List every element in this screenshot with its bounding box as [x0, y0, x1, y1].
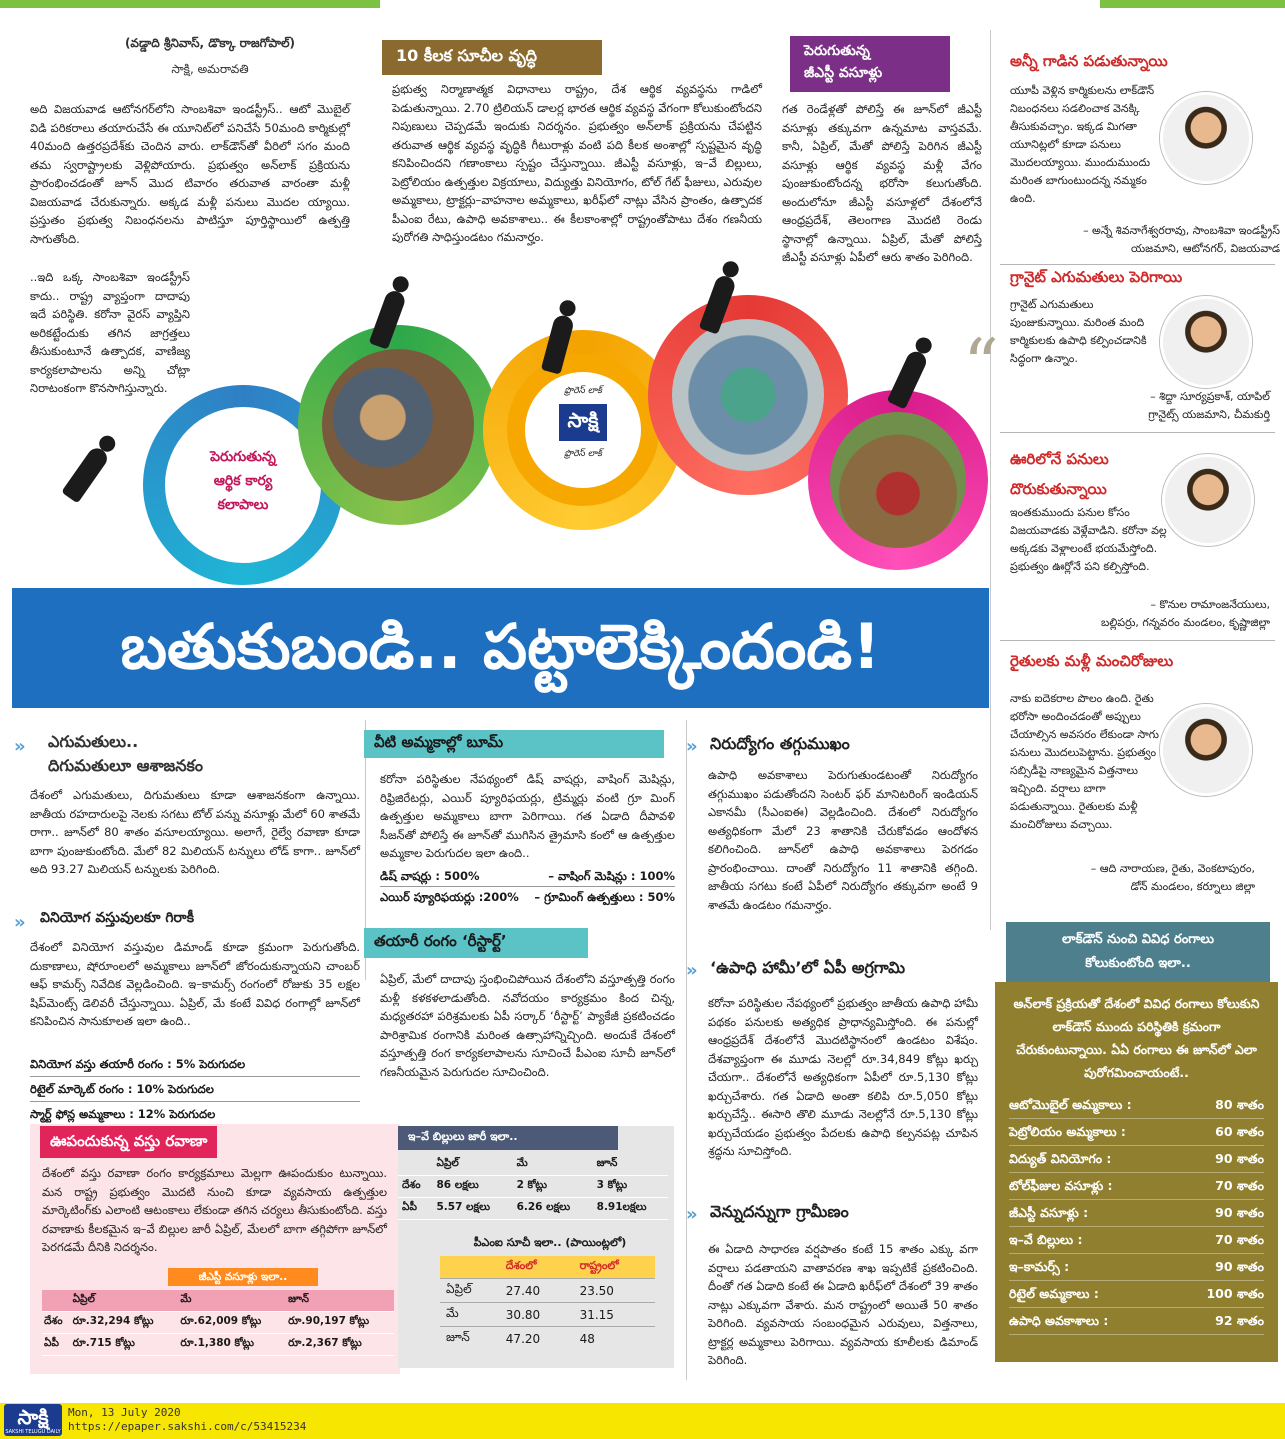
hero-illustration — [18, 255, 988, 585]
transport-body: దేశంలో వస్తు రవాణా రంగం కార్యక్రమాలు మెల్లగా ఊపందుకుం టున్నాయి. మన రాష్ట్ర ప్రభుత్వం మొదటి నుంచి కూడా వ్యవసాయ ఉత్పత్తుల మార్కెటింగ్‌కు ఎలాంటి ఆటంకాలు లేకుండా తగిన చర్యలు తీసుకుంటోంది. వస్తు రవాణాకు కీలకమైన ఇ–వే బిల్లుల జారీ ఏప్రిల్‌, మేలలో బాగా తగ్గిపోగా జూన్‌లో పెరగడమే దీనికి నిదర్శనం. — [42, 1166, 387, 1254]
sidebar-4-quote: నాకు ఐదెకరాల పొలం ఉంది. రైతు భరోసా అందించడంతో అప్పులు చేయాల్సిన అవసరం లేకుండా సాగు పనులు మొదలుపెట్టాను. ప్రభుత్వం సబ్సిడీపై నాణ్యమైన విత్తనాలు ఇచ్చింది. వర్షాలు బాగా పడుతున్నాయి. రైతులకు మళ్లీ మంచిరోజులు వచ్చాయి. — [1010, 692, 1159, 831]
gst-table-wrap — [42, 1268, 394, 1356]
appliances-stats — [380, 866, 675, 907]
workshop-photo — [672, 319, 824, 471]
table-cell: 6.26 లక్షలు — [513, 1198, 593, 1220]
table-cell: 3 కోట్లు — [593, 1176, 668, 1198]
manufacturing-body: ఏప్రిల్‌, మేలో దాదాపు స్తంభించిపోయిన దేశంలోని వస్తూత్పత్తి రంగం మళ్లీ కళకళలాడుతోంది. నవోదయం కార్యక్రమం కింద చిన్న, మధ్యతరహా పరిశ్రమలకు ఏపీ సర్కార్‌ ‘రీస్టార్ట్‌’ ప్యాకేజీ ప్రకటించడం పారిశ్రామిక రంగానికి మరింత ఉత్సాహాన్నిచ్చింది. అందుకే దేశంలో వస్తూత్పత్తి రంగ కార్యకలాపాలను సూచించే పీఎంఐ సూచీ జూన్‌లో గణనీయమైన పెరుగుదల సూచించింది. — [380, 972, 675, 1079]
table-row-label: దేశం — [398, 1176, 432, 1198]
consumer-stat-2: రిటైల్‌ మార్కెట్‌ రంగం : 10% పెరుగుదల — [30, 1077, 360, 1102]
consumer-stat-1: వినియోగ వస్తు తయారీ రంగం : 5% పెరుగుదల — [30, 1052, 360, 1077]
growth-tag: 10 కీలక సూచీల వృద్ధి — [382, 40, 602, 75]
sector-label: టోల్‌ఫీజుల వసూళ్లు : — [1009, 1178, 1113, 1193]
upadhi-chevron-icon: » — [686, 960, 698, 981]
upadhi-title: ‘ఉపాధి హామీ’లో ఏపీ అగ్రగామి — [710, 958, 906, 977]
upadhi-body: కరోనా పరిస్థితుల నేపథ్యంలో ప్రభుత్వం జాతీయ ఉపాధి హామీ పథకం పనులకు అత్యధిక ప్రాధాన్యమిస్తోంది. ఈ పనుల్లో ఆంధ్రప్రదేశ్‌ దేశంలోనే మొదటిస్థానంలో ఉండటం విశేషం. దేశవ్యాప్తంగా ఈ మూడు నెలల్లో రూ.34,849 కోట్లు ఖర్చు చేయగా.. దేశంలోనే అత్యధికంగా ఏపీలో రూ.5,130 కోట్లు ఖర్చుచేశారు. గత ఏడాది అంతా కలిపి రూ.5,050 కోట్లు ఖర్చుచేస్తే.. ఈసారి తొలి మూడు నెలల్లోనే రూ.5,130 కోట్లు ఖర్చుచేయడం ప్రభుత్వం పేదలకు ఉపాధి కల్పనపట్ల చూపిన శ్రద్ధను సూచిస్తోంది. — [708, 996, 978, 1158]
sector-row — [1009, 1254, 1264, 1281]
growth-body: ప్రభుత్వ నిర్మాణాత్మక విధానాలు రాష్ట్రం, దేశ ఆర్థిక వ్యవస్థను గాడిలో పెడుతున్నాయి. 2.70 ట్రిలియన్‌ డాలర్ల భారత ఆర్థిక వ్యవస్థ వేగంగా కోలుకుంటోందని నిపుణులు చెప్పడమే ఇందుకు నిదర్శనం. ప్రభుత్వం అన్‌లాక్‌ ప్రక్రియను చేపట్టిన తరువాత ఆర్థిక వ్యవస్థ వృద్ధికి గీటురాళ్లు వంటి పది కీలక అంశాల్లో స్పష్టమైన వృద్ధి కనిపించిందని గణాంకాలు స్పష్టం చేస్తున్నాయి. జీఎస్టీ వసూళ్లు, ఇ–వే బిల్లులు, పెట్రోలియం ఉత్పత్తుల విక్రయాలు, విద్యుత్తు వినియోగం, టోల్‌ గేట్‌ ఫీజులు, ఎరువుల అమ్మకాలు, ట్రాక్టర్లు–వాహనాల అమ్మకాలు, ఖరీఫ్‌లో నాట్లు వేసిన ప్రాంతం, ఉత్పాదక పీఎంఐ రేటు, ఉపాధి అవకాశాలు.. ఈ కీలకాంశాల్లో రాష్ట్రంతోపాటు దేశం గణనీయ పురోగతి సాధిస్తుండటం గమనార్హం. — [392, 82, 762, 244]
table-cell: రూ.1,380 కోట్లు — [178, 1334, 286, 1356]
sidebar-1-attribution — [1010, 222, 1280, 258]
table-cell: 31.15 — [574, 1303, 655, 1327]
exports-title-line1: ఎగుమతులు.. — [48, 732, 139, 751]
sector-row — [1009, 1227, 1264, 1254]
sector-row — [1009, 1173, 1264, 1200]
table-header-row — [440, 1256, 655, 1279]
table-cell: 27.40 — [500, 1279, 574, 1303]
sidebar-sep-1 — [1000, 264, 1275, 265]
sector-value: 92 శాతం — [1215, 1313, 1264, 1328]
sector-value: 80 శాతం — [1215, 1097, 1264, 1112]
sectors-header-line2: కోలుకుంటోంది ఇలా.. — [1085, 956, 1191, 971]
consumer-stats — [30, 1052, 360, 1126]
table-row-label: దేశం — [42, 1312, 71, 1334]
sakshi-logo-text: సాక్షి — [17, 1405, 49, 1429]
table-cell: 2 కోట్లు — [513, 1176, 593, 1198]
sector-label: ఆటోమొబైల్‌ అమ్మకాలు : — [1009, 1097, 1132, 1112]
gear-label-line3: కలాపాలు — [217, 497, 269, 513]
eway-table — [398, 1154, 668, 1220]
col3-divider — [686, 720, 687, 1380]
sidebar-2-quote: గ్రానైట్‌ ఎగుమతులు పుంజుకున్నాయి. మరింత మంది కార్మికులకు ఉపాధి కల్పించడానికి సిద్ధంగా ఉన్నాం. — [1010, 298, 1147, 365]
appliance-stat-grooming: – గ్రూమింగ్‌ ఉత్పత్తులు : 50% — [534, 890, 675, 904]
appliance-stat-purifier: ఎయిర్‌ ప్యూరిఫయర్లు :200% — [380, 890, 519, 904]
byline-authors: (వడ్డాది శ్రీనివాస్, డొక్కా రాజగోపాల్) — [124, 36, 296, 50]
sidebar-1-attr-line1: – అన్నే శివనాగేశ్వరరావు, సాంబశివా ఇండస్ట్రీస్‌ — [1083, 224, 1280, 237]
gst-tag — [790, 36, 950, 92]
table-row-label: ఏపీ — [398, 1198, 432, 1220]
transport-title — [40, 1126, 217, 1158]
sector-value: 100 శాతం — [1206, 1286, 1264, 1301]
appliances-title: వీటి అమ్మకాల్లో బూమ్‌ — [364, 730, 664, 758]
table-cell: 48 — [574, 1327, 655, 1351]
sidebar-3-quote: ఇంతకుముందు పనుల కోసం విజయవాడకు వెళ్లేవాడిని. కరోనా వల్ల అక్కడకు వెళ్లాలంటే భయమేస్తోంది. ప్రభుత్వం ఊర్లోనే పని కల్పిస్తోంది. — [1010, 506, 1167, 573]
gear-green — [298, 325, 498, 525]
transport-title-b: వస్తు రవాణా — [128, 1132, 208, 1150]
quote-mark-icon: “ — [963, 324, 999, 406]
sector-row — [1009, 1119, 1264, 1146]
sector-value: 90 శాతం — [1215, 1151, 1264, 1166]
sidebar-3-attr-line1: – కొనుల రామాంజనేయులు, — [1150, 598, 1270, 611]
unemployment-chevron-icon: » — [686, 736, 698, 757]
table-col-header: మే — [513, 1154, 593, 1176]
manufacturing-title: తయారీ రంగం ‘రీస్టార్ట్‌’ — [364, 928, 588, 958]
table-cell: 23.50 — [574, 1279, 655, 1303]
gst-tag-line1: పెరుగుతున్న — [804, 43, 870, 59]
transport-title-a: ఊపందుకున్న — [50, 1132, 129, 1150]
sidebar-2-attribution — [1010, 388, 1270, 424]
factory-photo — [322, 349, 474, 501]
footer-date: Mon, 13 July 2020 — [68, 1406, 181, 1419]
eway-table-wrap — [398, 1126, 674, 1220]
table-cell: రూ.90,197 కోట్లు — [286, 1312, 394, 1334]
table-header-row — [398, 1154, 668, 1176]
sector-label: ఇ–వే బిల్లులు : — [1009, 1232, 1083, 1247]
eway-table-title: ఇ–వే బిల్లులు జారీ ఇలా.. — [398, 1126, 618, 1150]
sector-value: 70 శాతం — [1215, 1232, 1264, 1247]
sector-label: విద్యుత్‌ వినియోగం : — [1009, 1151, 1112, 1166]
gst-tag-line2: జీఎస్టీ వసూళ్లు — [804, 65, 883, 81]
sidebar-4-attr-line2: డోన్‌ మండలం, కర్నూలు జిల్లా — [1130, 880, 1255, 893]
table-cell: రూ.32,294 కోట్లు — [71, 1312, 179, 1334]
sidebar-2-title: గ్రానైట్‌ ఎగుమతులు పెరిగాయి — [1010, 268, 1183, 286]
gear-label-line2: ఆర్థిక కార్య — [213, 473, 273, 489]
footer-info — [68, 1406, 306, 1434]
sidebar-4-attribution — [1010, 860, 1255, 896]
sector-value: 70 శాతం — [1215, 1178, 1264, 1193]
sidebar-3-attribution — [1010, 596, 1270, 632]
table-row — [440, 1279, 655, 1303]
sakshi-badge-inner — [525, 372, 641, 488]
table-corner — [42, 1290, 71, 1312]
table-cell: 86 లక్షలు — [432, 1176, 512, 1198]
table-row — [398, 1176, 668, 1198]
intro-paragraph-2: ..ఇది ఒక్క సాంబశివా ఇండస్ట్రీస్‌ కాదు.. రాష్ట్ర వ్యాప్తంగా దాదాపు ఇదే పరిస్థితి. కరోనా వైరస్‌ వ్యాప్తిని అరికట్టేందుకు తగిన జాగ్రత్తలు తీసుకుంటూనే ఉత్పాదక, వాణిజ్య కార్యకలాపాలను అన్ని చోట్లా నిరాటంకంగా కొనసాగిస్తున్నారు. — [30, 270, 190, 395]
pmi-table-wrap — [440, 1236, 660, 1350]
main-headline: బతుకుబండి.. పట్టాలెక్కిందండి! — [120, 610, 881, 683]
sidebar-4-portrait — [1160, 704, 1252, 796]
table-row — [42, 1334, 394, 1356]
consumer-chevron-icon: » — [14, 912, 26, 933]
table-cell: 47.20 — [500, 1327, 574, 1351]
gst-body: గత రెండేళ్లతో పోలిస్తే ఈ జూన్‌లో జీఎస్టీ వసూళ్లు తక్కువగా ఉన్నమాట వాస్తవమే. కానీ, ఏప్రిల్‌, మేతో పోలిస్తే పెరిగిన జీఎస్టీ వసూళ్లు ఆర్థిక వ్యవస్థ మళ్లీ వేగం పుంజుకుంటోందన్న భరోసా కలుగుతోంది. అందులోనూ జీఎస్టీ వసూళ్లలో దేశంలోనే ఆంధ్రప్రదేశ్‌, తెలంగాణ మొదటి రెండు స్థానాల్లో ఉన్నాయి. ఏప్రిల్‌, మేతో పోలిస్తే జీఎస్టీ వసూళ్లు ఏపీలో ఆరు శాతం పెరిగింది. — [782, 102, 982, 264]
pmi-table-title: పీఎంఐ సూచీ ఇలా.. (పాయింట్లలో) — [473, 1236, 627, 1249]
appliances-stat-row-2 — [380, 887, 675, 907]
sectors-intro: అన్‌లాక్‌ ప్రక్రియతో దేశంలో వివిధ రంగాలు కోలుకుని లాక్‌డౌన్‌ ముందు పరిస్థితికి క్రమంగా చేరుకుంటున్నాయి. ఏఏ రంగాలు ఈ జూన్‌లో ఎలా పురోగమించాయంటే.. — [1013, 996, 1260, 1080]
table-col-header: రాష్ట్రంలో — [574, 1256, 655, 1279]
exports-title-line2: దిగుమతులూ ఆశాజనకం — [48, 756, 203, 775]
sector-row — [1009, 1200, 1264, 1227]
sakshi-badge — [507, 354, 659, 506]
table-col-header: ఏప్రిల్‌ — [71, 1290, 179, 1312]
exports-title — [48, 730, 308, 778]
table-cell: రూ.62,009 కోట్లు — [178, 1312, 286, 1334]
sector-label: జీఎస్టీ వసూళ్లు : — [1009, 1205, 1089, 1220]
pmi-table — [440, 1256, 655, 1350]
sector-label: రిటైల్‌ అమ్మకాలు : — [1009, 1286, 1099, 1301]
rural-body: ఈ ఏడాది సాధారణ వర్షపాతం కంటే 15 శాతం ఎక్కు వగా వర్షాలు పడతాయని వాతావరణ శాఖ ఇప్పటికే ప్రకటించింది. దీంతో గత ఏడాది కంటే ఈ ఏడాది ఖరీఫ్‌లో దేశంలో 39 శాతం నాట్లు ఎక్కువగా వేశారు. మన రాష్ట్రంలో అయితే 50 శాతం పెరిగింది. వ్యవసాయ సంబంధమైన ఎరువులు, విత్తనాలు, ట్రాక్టర్ల అమ్మకాలు పెరిగాయి. వ్యవసాయ కూలీలకు డిమాండ్‌ పెరిగింది. — [708, 1242, 978, 1367]
rural-chevron-icon: » — [686, 1204, 698, 1225]
appliances-stat-row-1 — [380, 866, 675, 887]
gst-table-title: జీఎస్టీ వసూళ్లు ఇలా.. — [168, 1268, 318, 1286]
sector-label: పెట్రోలియం అమ్మకాలు : — [1009, 1124, 1126, 1139]
table-cell: రూ.2,367 కోట్లు — [286, 1334, 394, 1356]
table-row — [398, 1198, 668, 1220]
table-corner — [398, 1154, 432, 1176]
table-cell: 30.80 — [500, 1303, 574, 1327]
sidebar-3-attr-line2: బల్లిపర్రు, గన్నవరం మండలం, కృష్ణాజిల్లా — [1100, 616, 1270, 629]
table-row — [440, 1327, 655, 1351]
sector-row — [1009, 1092, 1264, 1119]
table-corner — [440, 1256, 500, 1279]
sector-value: 90 శాతం — [1215, 1259, 1264, 1274]
table-row-label: ఏపీ — [42, 1334, 71, 1356]
exports-body: దేశంలో ఎగుమతులు, దిగుమతులు కూడా ఆశాజనకంగా ఉన్నాయి. జాతీయ రహదారులపై నెలకు సగటు టోల్‌ పన్ను వసూళ్లు మేలో 60 శాతమే రాగా.. జూన్‌లో 80 శాతం వసూలయ్యాయి. అలాగే, రైల్వే రవాణా కూడా బాగా పుంజుకుంటోంది. మేలో 82 మిలియన్‌ టన్నులు లోడ్‌ కాగా.. జూన్‌లో అది 93.27 మిలియన్‌ టన్నులకు పెరిగింది. — [30, 788, 360, 876]
sidebar-2-attr-line2: గ్రానైట్స్‌ యజమాని, చీమకుర్తి — [1148, 408, 1270, 421]
sidebar-divider — [990, 30, 991, 930]
top-band-green-right — [1100, 0, 1285, 8]
sector-row — [1009, 1308, 1264, 1335]
unemployment-body: ఉపాధి అవకాశాలు పెరుగుతుండటంతో నిరుద్యోగం తగ్గుముఖం పడుతోందని సెంటర్‌ ఫర్‌ మానిటరింగ్‌ ఇండియన్‌ ఎకానమీ (సీఎంఐఈ) వెల్లడించింది. దేశంలో నిరుద్యోగం అత్యధికంగా మేలో 23 శాతానికి చేరుకోవడం ఆందోళన కలిగించింది. జూన్‌లో ఉపాధి అవకాశాలు పెరగడం ప్రారంభించాయి. దాంతో నిరుద్యోగం 11 శాతానికి తగ్గింది. జాతీయ సగటు కంటే ఏపీలో నిరుద్యోగం తక్కువగా అంటే 9 శాతమే ఉండటం గమనార్హం. — [708, 768, 978, 912]
consumer-stat-3: స్మార్ట్‌ ఫోన్ల అమ్మకాలు : 12% పెరుగుదల — [30, 1107, 216, 1121]
top-band — [0, 0, 1285, 22]
sectors-list — [1009, 1092, 1264, 1335]
badge-ring-bottom: ఫ్రొరెస్ లాక్ — [564, 449, 602, 459]
table-col-header: ఏప్రిల్‌ — [432, 1154, 512, 1176]
appliances-body: కరోనా పరిస్థితుల నేపథ్యంలో డిష్‌ వాషర్లు, వాషింగ్‌ మెషిన్లు, రిఫ్రిజిరేటర్లు, ఎయిర్‌ ప్యూరిఫయర్లు, ట్రిమ్మర్లు వంటి గ్రూ మింగ్‌ ఉత్పత్తుల అమ్మకాలు బాగా పెరిగాయి. గత ఏడాది దీపావళి సీజన్‌తో పోలిస్తే ఈ జూన్‌తో ముగిసిన త్రైమాసి కంలో ఆ ఉత్పత్తుల అమ్మకాల పెరుగుదల ఇలా ఉంది.. — [380, 772, 675, 860]
intro-paragraph-1: అది విజయవాడ ఆటోనగర్‌లోని సాంబశివా ఇండస్ట్రీస్‌.. ఆటో మొబైల్‌ విడి పరికరాలు తయారుచేసే ఈ యూనిట్‌లో పనిచేసే 50మంది కార్మికుల్లో 40మంది ఉత్తరప్రదేశ్‌కు చెందిన వారు. లాక్‌డౌన్‌తో వీరిలో సగం మంది తమ స్వరాష్ట్రాలకు వెళ్లిపోయారు. ప్రభుత్వం అన్‌లాక్‌ ప్రక్రియను ప్రారంభించడంతో జూన్‌ మొద టివారం తరువాత వారంతా మళ్లీ విజయవాడ చేరుకున్నారు. అక్కడ మళ్లీ పనులు మొదల య్యాయి. ప్రస్తుతం ప్రభుత్వ నిబంధనలను పాటిస్తూ పూర్తిస్థాయిలో ఉత్పత్తి సాగుతోంది. — [30, 102, 350, 246]
sidebar-sep-2 — [1000, 432, 1275, 433]
table-cell: 8.91లక్షలు — [593, 1198, 668, 1220]
table-row-label: మే — [440, 1303, 500, 1327]
sakshi-badge-text: సాక్షి — [559, 404, 606, 441]
byline-place: సాక్షి, అమరావతి — [171, 62, 249, 76]
gear-pink — [808, 390, 988, 570]
tractor-photo — [830, 412, 966, 548]
appliance-stat-washing: – వాషింగ్‌ మెషిన్లు : 100% — [548, 869, 675, 883]
sectors-box — [995, 982, 1278, 1362]
consumer-title: వినియోగ వస్తువులకూ గిరాకీ — [40, 910, 195, 926]
sidebar-2-attr-line1: – శిద్దా సూర్యప్రకాశ్‌, యాపిల్‌ — [1150, 390, 1270, 403]
gst-table — [42, 1290, 394, 1356]
sidebar-3-portrait — [1162, 454, 1254, 546]
top-band-green-left — [0, 0, 380, 8]
sidebar-4-title: రైతులకు మళ్లీ మంచిరోజులు — [1010, 652, 1174, 670]
table-col-header: జూన్‌ — [286, 1290, 394, 1312]
sector-label: ఇ–కామర్స్‌ : — [1009, 1259, 1070, 1274]
sectors-header — [1006, 922, 1270, 982]
sidebar-sep-3 — [1000, 640, 1275, 641]
table-col-header: జూన్‌ — [593, 1154, 668, 1176]
headline-band — [12, 588, 989, 708]
table-row-label: ఏప్రిల్‌ — [440, 1279, 500, 1303]
sidebar-1-portrait — [1160, 92, 1252, 184]
sakshi-logo — [4, 1404, 62, 1436]
table-cell: 5.57 లక్షలు — [432, 1198, 512, 1220]
sector-row — [1009, 1281, 1264, 1308]
sector-row — [1009, 1146, 1264, 1173]
rural-title: వెన్నుదన్నుగా గ్రామీణం — [710, 1202, 849, 1221]
table-col-header: దేశంలో — [500, 1256, 574, 1279]
sectors-header-line1: లాక్‌డౌన్‌ నుంచి వివిధ రంగాలు — [1062, 932, 1214, 947]
sidebar-4-attr-line1: – ఆది నారాయణ, రైతు, వెంకటాపురం, — [1090, 862, 1255, 875]
sidebar-1-quote: యూపీ వెళ్లిన కార్మికులను లాక్‌డౌన్‌ నిబంధనలు సడలించాక వెనక్కి తీసుకువచ్చాం. ఇక్కడ మిగతా యూనిట్లలో కూడా పనులు మొదలయ్యాయి. ముందుముందు మరింత బాగుంటుందన్న నమ్మకం ఉంది. — [1010, 84, 1155, 205]
badge-ring-top: ఫ్రొరెస్ లాక్ — [564, 386, 602, 396]
exports-chevron-icon: » — [14, 736, 26, 757]
sector-value: 60 శాతం — [1215, 1124, 1264, 1139]
gear-label-line1: పెరుగుతున్న — [210, 449, 276, 465]
sector-label: ఉపాధి అవకాశాలు : — [1009, 1313, 1109, 1328]
sidebar-1-title: అన్నీ గాడిన పడుతున్నాయి — [1010, 52, 1168, 70]
pushing-man-icon — [61, 445, 111, 504]
table-row — [440, 1303, 655, 1327]
sidebar-2-portrait — [1160, 296, 1252, 388]
table-col-header: మే — [178, 1290, 286, 1312]
sidebar-1-attr-line2: యజమాని, ఆటోనగర్‌, విజయవాడ — [1131, 242, 1280, 255]
table-cell: రూ.715 కోట్లు — [71, 1334, 179, 1356]
consumer-body: దేశంలో వినియోగ వస్తువుల డిమాండ్‌ కూడా క్రమంగా పెరుగుతోంది. దుకాణాలు, షోరూంలలో అమ్మకాలు జూన్‌లో జోరందుకున్నాయని చాంబర్‌ ఆఫ్‌ కామర్స్‌ నివేదిక వెల్లడించింది. ఇ–కామర్స్‌ రంగంలో రోజుకు 35 లక్షల షిప్‌మెంట్స్‌ డెలివరీ చేస్తున్నాయి. ఏప్రిల్‌, మే కంటే వివిధ రంగాల్లో జూన్‌లో కనిపించిన సానుకూలత ఇలా ఉంది.. — [30, 940, 360, 1028]
sakshi-logo-subtext: SAKSHI TELUGU DAILY — [5, 1429, 61, 1435]
table-header-row — [42, 1290, 394, 1312]
table-row-label: జూన్‌ — [440, 1327, 500, 1351]
appliance-stat-dishwasher: డిష్‌ వాషర్లు : 500% — [380, 869, 480, 883]
table-row — [42, 1312, 394, 1334]
footer-url[interactable]: https://epaper.sakshi.com/c/53415234 — [68, 1420, 307, 1433]
unemployment-title: నిరుద్యోగం తగ్గుముఖం — [710, 734, 850, 753]
sidebar-3-title: ఊరిలోనే పనులు దొరుకుతున్నాయి — [1010, 450, 1109, 498]
sector-value: 90 శాతం — [1215, 1205, 1264, 1220]
